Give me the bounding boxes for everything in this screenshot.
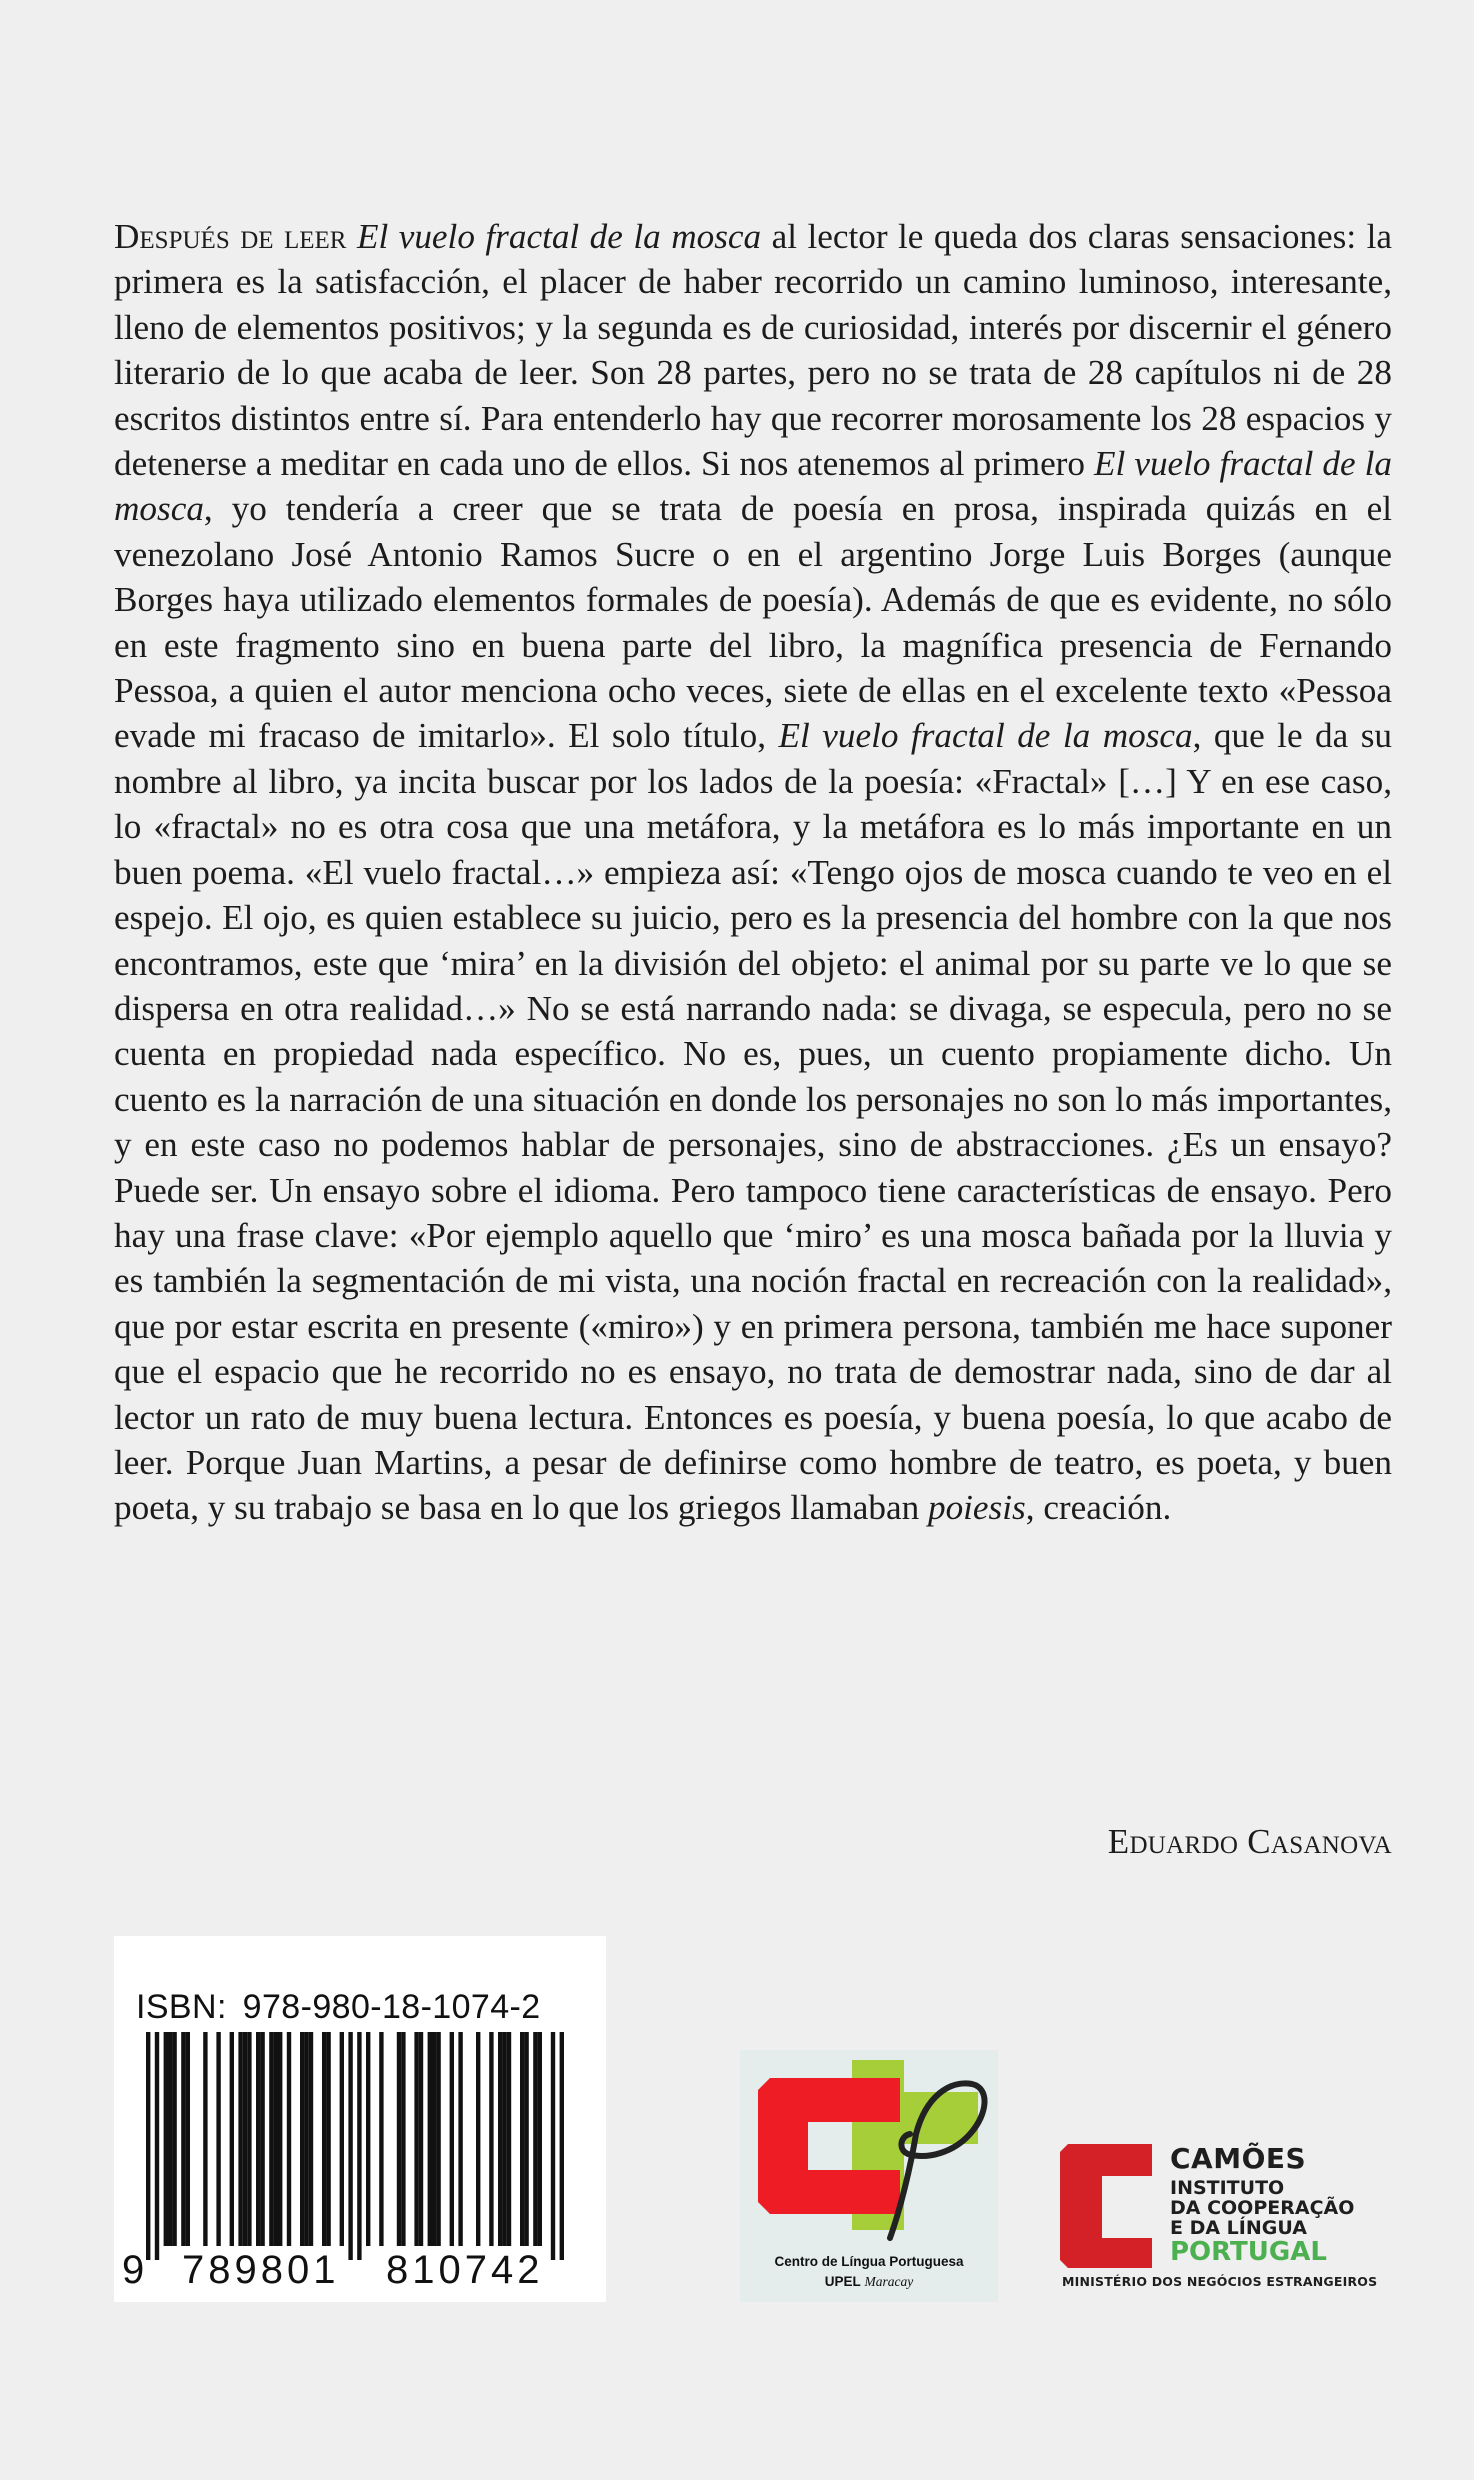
blurb-author: Eduardo Casanova <box>1107 1822 1392 1861</box>
barcode-bar <box>247 2032 251 2246</box>
barcode-bar <box>278 2032 282 2246</box>
barcode-bar <box>304 2032 308 2246</box>
barcode-bar <box>181 2032 185 2246</box>
book-title-italic: El vuelo fractal de la mosca <box>778 716 1193 756</box>
barcode-bar <box>168 2032 172 2246</box>
barcode-group-left: 789801 <box>182 2248 340 2292</box>
blurb-paragraph <box>114 214 1392 1531</box>
camoes-line-cooperacao: DA COOPERAÇÃO <box>1170 2197 1355 2219</box>
book-title-italic: El vuelo fractal de la mosca <box>356 217 762 256</box>
back-cover-blurb <box>114 214 1392 1531</box>
barcode-bar <box>256 2032 260 2246</box>
barcode-bar <box>260 2032 264 2246</box>
barcode-bar <box>551 2032 555 2260</box>
barcode-bar <box>238 2032 242 2246</box>
camoes-line-instituto: INSTITUTO <box>1170 2177 1285 2199</box>
barcode-bar <box>538 2032 542 2246</box>
camoes-ministry: MINISTÉRIO DOS NEGÓCIOS ESTRANGEIROS <box>1062 2274 1378 2289</box>
blurb-text-4: , creación. <box>1025 1488 1172 1528</box>
barcode-bar <box>397 2032 401 2246</box>
cdlp-caption-line1: Centro de Língua Portuguesa <box>774 2254 964 2269</box>
barcode-bar <box>322 2032 326 2246</box>
camoes-line-lingua: E DA LÍNGUA <box>1170 2217 1307 2239</box>
barcode-bar <box>436 2032 440 2246</box>
cdlp-caption-city: Maracay <box>864 2274 914 2289</box>
camoes-line-portugal: PORTUGAL <box>1170 2237 1327 2267</box>
barcode-bar <box>203 2032 207 2246</box>
barcode-bar <box>274 2032 278 2246</box>
barcode-bar <box>476 2032 480 2246</box>
blurb-lead-smallcaps: Después de leer <box>114 217 347 256</box>
barcode-bar <box>489 2032 493 2246</box>
barcode-bar <box>560 2032 564 2260</box>
barcode-bar <box>172 2032 176 2246</box>
barcode-bar <box>401 2032 405 2246</box>
barcode-bar <box>432 2032 436 2246</box>
barcode-bar <box>216 2032 220 2246</box>
barcode-bar <box>357 2032 361 2260</box>
barcode-bars <box>114 2032 606 2262</box>
barcode-bar <box>502 2032 506 2246</box>
barcode-bar <box>428 2032 432 2246</box>
camoes-c-emblem <box>1060 2144 1160 2270</box>
barcode-bar <box>309 2032 313 2246</box>
barcode-bar <box>340 2032 344 2246</box>
book-title-italic: El vuelo fractal de la mosca <box>114 444 1392 529</box>
cdlp-caption-upel: UPEL <box>824 2274 861 2289</box>
barcode-bar <box>287 2032 291 2246</box>
blurb-text-1: al lector le queda dos claras sensaciones: la primera es la satisfacción, el placer de haber recorrido un camino luminoso, interesante, lleno de elementos positivos; y la segunda es de curiosidad, interés por discernir el género literario de lo que acaba de leer. Son 28 partes, pero no se trata de 28 capítulos ni de 28 escritos distintos entre sí. Para entenderlo hay que recorrer morosamente los 28 espacios y detenerse a meditar en cada uno de ellos. Si nos atenemos al primero <box>114 217 1393 484</box>
poiesis-italic: poiesis <box>927 1488 1026 1528</box>
barcode-bar <box>524 2032 528 2246</box>
isbn-label <box>136 1988 541 2027</box>
blurb-text-3: , que le da su nombre al libro, ya incita buscar por los lados de la poesía: «Fractal» […] Y en ese caso, lo «fractal» no es otra cosa que una metáfora, y la metáfora es lo más importante en un buen poema. «El vuelo fractal…» empieza así: «Tengo ojos de mosca cuando te veo en el espejo. El ojo, es quien establece su juicio, pero es la presencia del hombre con la que nos encontramos, este que ‘mira’ en la división del objeto: el animal por su parte ve lo que se dispersa en otra realidad…» No se está narrando nada: se divaga, se especula, pero no se cuenta en propiedad nada específico. No es, pues, un cuento propiamente dicho. Un cuento es la narración de una situación en donde los personajes no son lo más importantes, y en este caso no podemos hablar de personajes, sino de abstracciones. ¿Es un ensayo? Puede ser. Un ensayo sobre el idioma. Pero tampoco tiene características de ensayo. Pero hay una frase clave: «Por ejemplo aquello que ‘miro’ es una mosca bañada por la lluvia y es también la segmentación de mi vista, una noción fractal en recreación con la realidad», que por estar escrita en presente («miro») y en primera persona, también me hace suponer que el espacio que he recorrido no es ensayo, no trata de demostrar nada, sino de dar al lector un rato de muy buena lectura. Entonces es poesía, y buena poesía, lo que acabo de leer. Porque Juan Martins, a pesar de definirse como hombre de teatro, es poeta, y buen poeta, y su trabajo se basa en lo que los griegos llamaban <box>114 716 1392 1528</box>
camoes-logo <box>1060 2142 1380 2292</box>
barcode-digits <box>114 2248 606 2294</box>
barcode-bar <box>269 2032 273 2246</box>
barcode-bar <box>366 2032 370 2246</box>
isbn-prefix: ISBN: <box>136 1988 227 2026</box>
barcode-bar <box>450 2032 454 2246</box>
barcode-bar <box>379 2032 383 2246</box>
barcode-bar <box>186 2032 190 2246</box>
barcode-bar <box>498 2032 502 2246</box>
barcode-bar <box>348 2032 352 2260</box>
blurb-text-2: , yo tendería a creer que se trata de poesía en prosa, inspirada quizás en el venezolano José Antonio Ramos Sucre o en el argentino Jorge Luis Borges (aunque Borges haya utilizado elementos formales de poesía). Además de que es evidente, no sólo en este fragmento sino en buena parte del libro, la magnífica presencia de Fernando Pessoa, a quien el autor menciona ocho veces, siete de ellas en el excelente texto «Pessoa evade mi fracaso de imitarlo». El solo título, <box>114 489 1392 756</box>
barcode-bar <box>300 2032 304 2246</box>
barcode-bar <box>155 2032 159 2260</box>
barcode-bar <box>164 2032 168 2246</box>
cdlp-emblem <box>740 2050 998 2250</box>
isbn-number: 978-980-18-1074-2 <box>242 1988 541 2026</box>
barcode-bar <box>326 2032 330 2246</box>
barcode-bar <box>243 2032 247 2246</box>
camoes-title: CAMÕES <box>1170 2142 1307 2175</box>
barcode-bar <box>230 2032 234 2246</box>
barcode-bar <box>419 2032 423 2246</box>
barcode-group-right: 810742 <box>386 2248 544 2292</box>
barcode-bar <box>507 2032 511 2246</box>
barcode-bar <box>533 2032 537 2246</box>
barcode-bar <box>414 2032 418 2246</box>
barcode-bar <box>520 2032 524 2246</box>
barcode-bar <box>458 2032 462 2246</box>
barcode-digit-first: 9 <box>122 2248 145 2292</box>
isbn-barcode <box>114 1936 606 2302</box>
cdlp-caption-line2 <box>740 2274 998 2290</box>
barcode-bar <box>146 2032 150 2260</box>
cdlp-logo <box>740 2050 998 2302</box>
